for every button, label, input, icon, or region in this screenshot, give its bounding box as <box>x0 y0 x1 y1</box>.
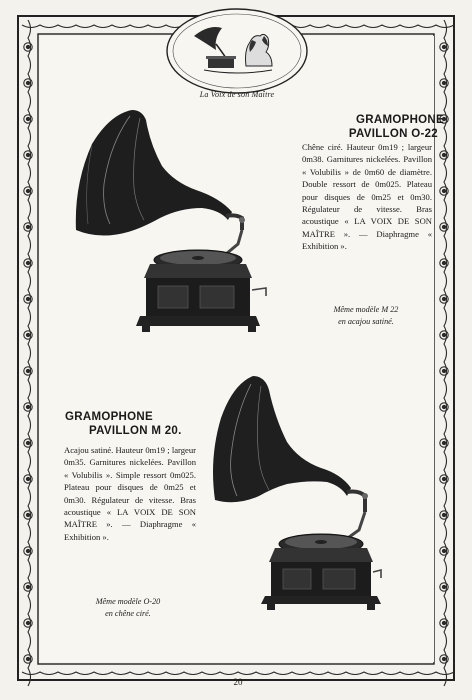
product-title-line2: PAVILLON M 20. <box>89 425 182 437</box>
product-title <box>306 113 444 141</box>
product-description: Chêne ciré. Hauteur 0m19 ; largeur 0m38. Garnitures nickelées. Pavillon « Volubilis » de 0m60 de diamètre. Double ressort de 0m025. Plateau pour disques de 0m25 et 0m30. Régulateur de vitesse. Bras acoustique « LA VOIX DE SON MAÎTRE ». — Diaphragme « Exhibition ». <box>302 142 432 252</box>
product-variant-note: Même modèle O-20 en chêne ciré. <box>95 597 161 618</box>
product-variant-note: Même modèle M 22 en acajou satiné. <box>333 305 399 326</box>
product-description: Acajou satiné. Hauteur 0m19 ; largeur 0m35. Garnitures nickelées. Pavillon « Volubilis ». Simple ressort 0m025. Plateau pour disques de 0m25 et 0m30. Régulateur de vitesse. Bras acoustique « LA VOIX DE SON MAÎTRE ». — Diaphragme « Exhibition ». <box>64 445 196 542</box>
logo-caption: La Voix de son Maître <box>199 90 275 99</box>
gramophone-pavillon-m20-illustration <box>205 372 383 612</box>
product-title-line2: PAVILLON O-22 <box>348 128 438 140</box>
his-masters-voice-logo-icon <box>164 6 310 100</box>
product-title <box>65 410 205 438</box>
gramophone-pavillon-o22-illustration <box>70 104 274 342</box>
product-title-line1: GRAMOPHONE <box>356 114 444 126</box>
page-number: 20 <box>233 677 243 687</box>
product-title-line1: GRAMOPHONE <box>65 411 153 423</box>
